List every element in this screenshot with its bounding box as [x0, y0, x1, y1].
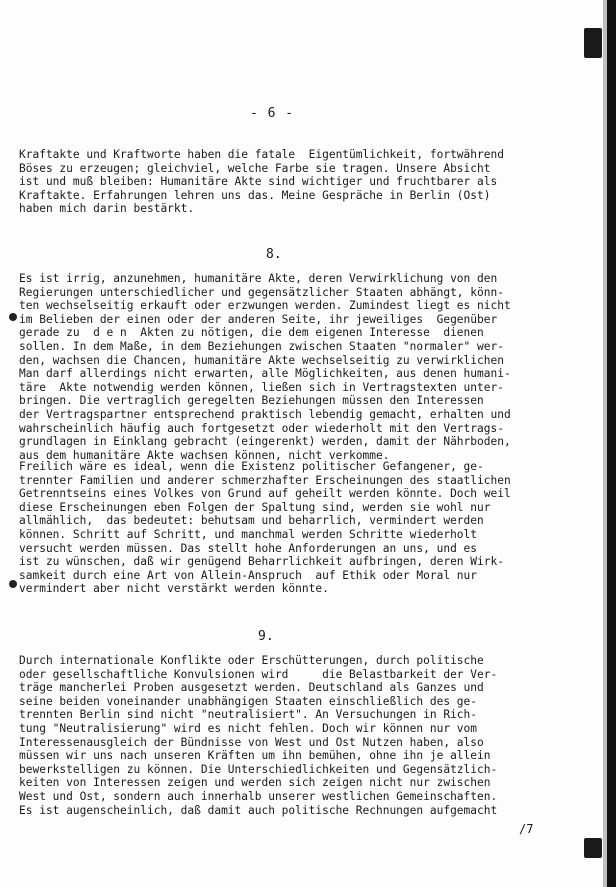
text-line: gerade zu d e n Akten zu nötigen, die dem eigenen Interesse dienen — [19, 326, 484, 340]
text-line: träge mancherlei Proben ausgesetzt werden. Deutschland als Ganzes und — [19, 681, 484, 695]
text-line: Es ist augenscheinlich, daß damit auch politische Rechnungen aufgemacht — [19, 803, 498, 817]
text-line: keiten von Interessen zeigen und werden sich zeigen nicht nur zwischen — [19, 776, 491, 790]
text-line: versucht werden müssen. Das stellt hohe Anforderungen an uns, und es — [19, 541, 478, 555]
text-line: sollen. In dem Maße, in dem Beziehungen zwischen Staaten "normaler" wer- — [19, 339, 504, 353]
text-line: Interessenausgleich der Bündnisse von West und Ost Nutzen haben, also — [19, 735, 484, 749]
text-line: Durch internationale Konflikte oder Erschütterungen, durch politische — [19, 654, 484, 667]
text-line: ist zu wünschen, daß wir genügend Beharrlichkeit aufbringen, deren Wirk- — [19, 555, 504, 569]
text-line: Getrenntseins eines Volkes von Grund auf geheilt werden könnte. Doch weil — [19, 487, 511, 501]
text-line: allmählich, das bedeutet: behutsam und beharrlich, vermindert werden — [19, 514, 484, 528]
text-line: tung "Neutralisierung" wird es nicht fehlen. Doch wir können nur vom — [19, 721, 478, 735]
binder-hole-bottom — [584, 838, 602, 858]
section-heading-9: 9. — [258, 629, 274, 644]
text-line: haben mich darin bestärkt. — [19, 202, 195, 216]
text-line: bringen. Die vertraglich geregelten Beziehungen müssen den Interessen — [19, 394, 484, 408]
text-line: täre Akte notwendig werden können, ließen sich in Vertragstexten unter- — [19, 380, 504, 394]
text-line: im Belieben der einen oder der anderen Seite, ihr jeweiliges Gegenüber — [19, 312, 498, 326]
paragraph-section-9 — [19, 654, 539, 817]
text-line: aus dem humanitäre Akte wachsen können, nicht verkomme. — [19, 448, 390, 462]
text-line: Kraftakte. Erfahrungen lehren uns das. Meine Gespräche in Berlin (Ost) — [19, 188, 491, 202]
text-line: diese Erscheinungen eben Folgen der Spaltung sind, werden sie wohl nur — [19, 500, 491, 514]
text-line: Man darf allerdings nicht erwarten, alle Möglichkeiten, aus denen humani- — [19, 367, 511, 381]
text-line: vermindert aber nicht verstärkt werden könnte. — [19, 582, 329, 596]
text-line: Freilich wäre es ideal, wenn die Existenz politischer Gefangener, ge- — [19, 460, 484, 473]
text-line: der Vertragspartner entsprechend praktisch lebendig gemacht, erhalten und — [19, 407, 511, 421]
text-line: wahrscheinlich häufig auch fortgesetzt oder wiederholt mit den Vertrags- — [19, 421, 504, 435]
text-line: trennter Familien und anderer schmerzhafter Erscheinungen des staatlichen — [19, 473, 511, 487]
text-line: seine beiden voneinander unabhängigen Staaten einschließlich des ge- — [19, 694, 478, 708]
text-line: bewerkstelligen zu können. Die Unterschiedlichkeiten und Gegensätzlich- — [19, 762, 498, 776]
paragraph-section-8 — [19, 272, 539, 462]
text-line: ist und muß bleiben: Humanitäre Akte sind wichtiger und fruchtbarer als — [19, 175, 498, 189]
section-heading-8: 8. — [266, 247, 282, 262]
text-line: oder gesellschaftliche Konvulsionen wird die Belastbarkeit der Ver- — [19, 667, 498, 681]
text-line: Regierungen unterschiedlicher und gegensätzlicher Staaten abhängt, könn- — [19, 285, 504, 299]
text-line: den, wachsen die Chancen, humanitäre Akte wechselseitig zu verwirklichen — [19, 353, 504, 367]
text-line: West und Ost, sondern auch innerhalb unserer westlichen Gemeinschaften. — [19, 789, 498, 803]
punch-mark — [9, 313, 17, 321]
text-line: trennten Berlin sind nicht "neutralisiert". An Versuchungen in Rich- — [19, 708, 478, 722]
punch-mark — [9, 580, 17, 588]
scan-edge — [607, 0, 616, 887]
continuation-marker: /7 — [519, 822, 534, 836]
binder-hole-top — [584, 28, 602, 58]
text-line: Es ist irrig, anzunehmen, humanitäre Akte, deren Verwirklichung von den — [19, 272, 498, 285]
text-line: können. Schritt auf Schritt, und manchmal werden Schritte wiederholt — [19, 527, 478, 541]
text-line: Kraftakte und Kraftworte haben die fatale Eigentümlichkeit, fortwährend — [19, 148, 504, 161]
text-line: ten wechselseitig erkauft oder erzwungen werden. Zumindest liegt es nicht — [19, 299, 511, 313]
text-line: samkeit durch eine Art von Allein-Anspruch auf Ethik oder Moral nur — [19, 568, 478, 582]
paragraph-section-8-continued — [19, 460, 539, 596]
text-line: Böses zu erzeugen; gleichviel, welche Farbe sie tragen. Unsere Absicht — [19, 161, 491, 175]
page-number: - 6 - — [250, 106, 295, 121]
text-line: müssen wir uns nach unseren Kräften um ihn bemühen, ohne ihn je allein — [19, 749, 491, 763]
text-line: grundlagen in Einklang gebracht (eingerenkt) werden, damit der Nährboden, — [19, 435, 511, 449]
paragraph-intro — [19, 148, 539, 216]
